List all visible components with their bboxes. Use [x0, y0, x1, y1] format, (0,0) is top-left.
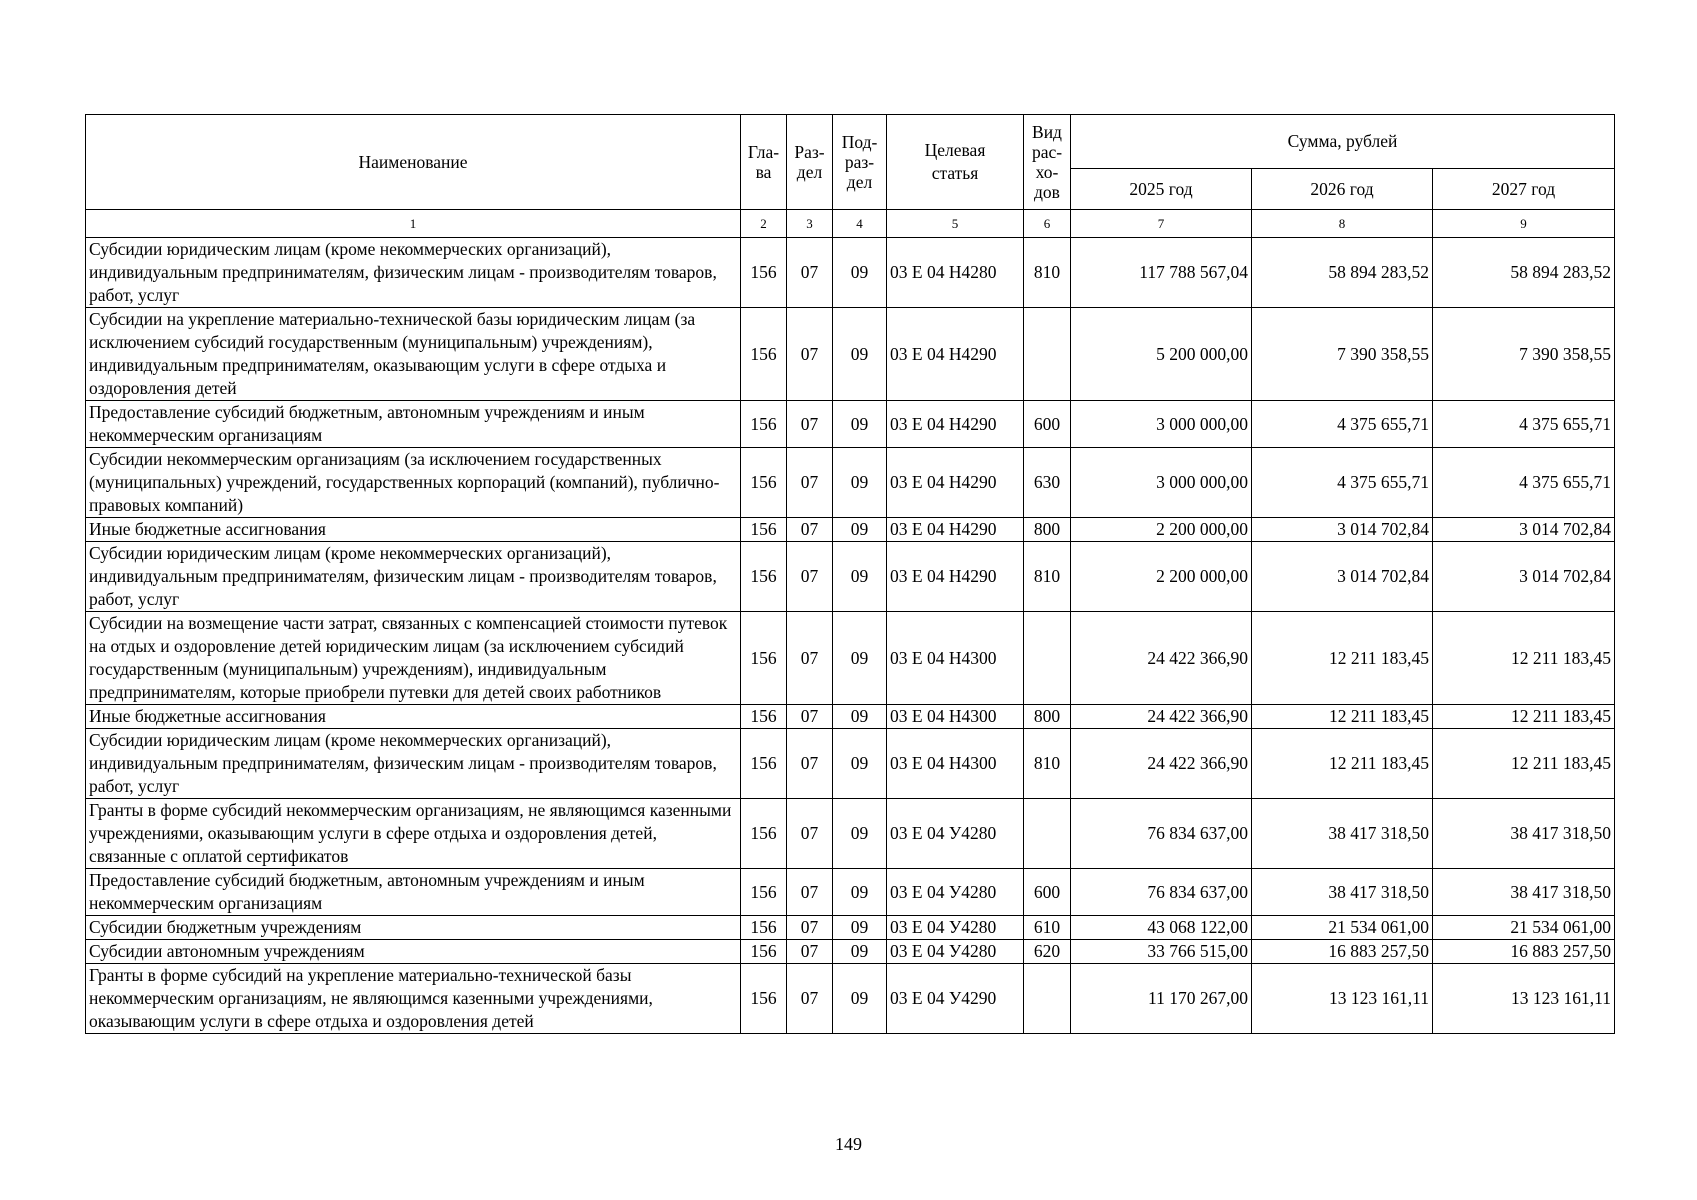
- row-name: Субсидии юридическим лицам (кроме некоммерческих организаций), индивидуальным предпринимателям, физическим лицам - производителям товаров, работ, услуг: [86, 238, 741, 308]
- row-sum-2027: 7 390 358,55: [1433, 308, 1615, 401]
- row-section: 07: [787, 705, 833, 729]
- row-sum-2027: 38 417 318,50: [1433, 799, 1615, 869]
- row-target: 03 Е 04 У4280: [887, 940, 1024, 964]
- row-section: 07: [787, 869, 833, 916]
- table-row: [86, 799, 1615, 869]
- header-expense-type: Вид рас- хо- дов: [1024, 115, 1071, 210]
- row-chapter: 156: [741, 940, 787, 964]
- row-subsection: 09: [833, 448, 887, 518]
- row-sum-2026: 38 417 318,50: [1252, 869, 1433, 916]
- column-number: 9: [1433, 210, 1615, 238]
- row-name: Субсидии юридическим лицам (кроме некоммерческих организаций), индивидуальным предпринимателям, физическим лицам - производителям товаров, работ, услуг: [86, 729, 741, 799]
- table-row: [86, 238, 1615, 308]
- row-sum-2025: 117 788 567,04: [1071, 238, 1252, 308]
- row-expense-type: 810: [1024, 542, 1071, 612]
- row-name: Субсидии на возмещение части затрат, связанных с компенсацией стоимости путевок на отдых и оздоровление детей юридическим лицам (за исключением субсидий государственным (муниципальным) учреждениям), индивидуальным предпринимателям, которые приобрели путевки для детей своих работников: [86, 612, 741, 705]
- column-number: 4: [833, 210, 887, 238]
- row-section: 07: [787, 729, 833, 799]
- column-number: 3: [787, 210, 833, 238]
- row-expense-type: 600: [1024, 869, 1071, 916]
- row-sum-2027: 12 211 183,45: [1433, 729, 1615, 799]
- row-target: 03 Е 04 У4280: [887, 916, 1024, 940]
- row-target: 03 Е 04 Н4300: [887, 729, 1024, 799]
- row-target: 03 Е 04 Н4290: [887, 308, 1024, 401]
- row-target: 03 Е 04 Н4290: [887, 401, 1024, 448]
- row-sum-2025: 33 766 515,00: [1071, 940, 1252, 964]
- row-chapter: 156: [741, 238, 787, 308]
- row-sum-2027: 4 375 655,71: [1433, 448, 1615, 518]
- row-sum-2025: 11 170 267,00: [1071, 964, 1252, 1034]
- row-sum-2025: 5 200 000,00: [1071, 308, 1252, 401]
- row-sum-2026: 4 375 655,71: [1252, 401, 1433, 448]
- row-expense-type: [1024, 308, 1071, 401]
- row-sum-2027: 13 123 161,11: [1433, 964, 1615, 1034]
- row-subsection: 09: [833, 542, 887, 612]
- row-name: Субсидии некоммерческим организациям (за исключением государственных (муниципальных) учреждений, государственных корпораций (компаний), публично-правовых компаний): [86, 448, 741, 518]
- row-name: Субсидии автономным учреждениям: [86, 940, 741, 964]
- row-name: Субсидии юридическим лицам (кроме некоммерческих организаций), индивидуальным предпринимателям, физическим лицам - производителям товаров, работ, услуг: [86, 542, 741, 612]
- table-row: [86, 964, 1615, 1034]
- row-sum-2027: 12 211 183,45: [1433, 705, 1615, 729]
- row-target: 03 Е 04 У4280: [887, 799, 1024, 869]
- row-subsection: 09: [833, 401, 887, 448]
- row-chapter: 156: [741, 705, 787, 729]
- row-expense-type: 810: [1024, 238, 1071, 308]
- row-name: Гранты в форме субсидий некоммерческим организациям, не являющимся казенными учреждениями, оказывающим услуги в сфере отдыха и оздоровления детей, связанные с оплатой сертификатов: [86, 799, 741, 869]
- row-sum-2025: 3 000 000,00: [1071, 401, 1252, 448]
- table-row: [86, 542, 1615, 612]
- header-name: Наименование: [86, 115, 741, 210]
- header-row-1: [86, 115, 1615, 169]
- row-sum-2026: 12 211 183,45: [1252, 705, 1433, 729]
- row-chapter: 156: [741, 869, 787, 916]
- column-number: 7: [1071, 210, 1252, 238]
- table-row: [86, 612, 1615, 705]
- row-subsection: 09: [833, 940, 887, 964]
- row-sum-2027: 21 534 061,00: [1433, 916, 1615, 940]
- row-target: 03 Е 04 Н4290: [887, 448, 1024, 518]
- header-target: Целевая статья: [887, 115, 1024, 210]
- row-chapter: 156: [741, 308, 787, 401]
- row-chapter: 156: [741, 964, 787, 1034]
- row-chapter: 156: [741, 542, 787, 612]
- row-sum-2026: 3 014 702,84: [1252, 518, 1433, 542]
- row-section: 07: [787, 916, 833, 940]
- table-row: [86, 916, 1615, 940]
- row-target: 03 Е 04 Н4280: [887, 238, 1024, 308]
- row-sum-2025: 76 834 637,00: [1071, 869, 1252, 916]
- row-sum-2027: 16 883 257,50: [1433, 940, 1615, 964]
- table-row: [86, 729, 1615, 799]
- row-section: 07: [787, 518, 833, 542]
- row-name: Иные бюджетные ассигнования: [86, 705, 741, 729]
- row-sum-2025: 24 422 366,90: [1071, 729, 1252, 799]
- header-chapter: Гла- ва: [741, 115, 787, 210]
- row-expense-type: 610: [1024, 916, 1071, 940]
- row-section: 07: [787, 799, 833, 869]
- row-chapter: 156: [741, 401, 787, 448]
- row-section: 07: [787, 448, 833, 518]
- row-chapter: 156: [741, 729, 787, 799]
- row-expense-type: [1024, 799, 1071, 869]
- row-target: 03 Е 04 Н4290: [887, 542, 1024, 612]
- row-name: Гранты в форме субсидий на укрепление материально-технической базы некоммерческим организациям, не являющимся казенными учреждениями, оказывающим услуги в сфере отдыха и оздоровления детей: [86, 964, 741, 1034]
- row-sum-2025: 24 422 366,90: [1071, 612, 1252, 705]
- row-subsection: 09: [833, 705, 887, 729]
- table-row: [86, 518, 1615, 542]
- row-name: Субсидии бюджетным учреждениям: [86, 916, 741, 940]
- column-number-row: [86, 210, 1615, 238]
- row-chapter: 156: [741, 518, 787, 542]
- row-expense-type: [1024, 612, 1071, 705]
- header-year-2026: 2026 год: [1252, 169, 1433, 210]
- row-name: Иные бюджетные ассигнования: [86, 518, 741, 542]
- row-section: 07: [787, 964, 833, 1034]
- row-sum-2027: 12 211 183,45: [1433, 612, 1615, 705]
- row-sum-2026: 7 390 358,55: [1252, 308, 1433, 401]
- row-chapter: 156: [741, 799, 787, 869]
- column-number: 8: [1252, 210, 1433, 238]
- row-sum-2026: 3 014 702,84: [1252, 542, 1433, 612]
- row-subsection: 09: [833, 308, 887, 401]
- budget-table: [85, 114, 1615, 1034]
- row-sum-2027: 38 417 318,50: [1433, 869, 1615, 916]
- row-expense-type: 620: [1024, 940, 1071, 964]
- table-row: [86, 448, 1615, 518]
- row-section: 07: [787, 238, 833, 308]
- table-row: [86, 705, 1615, 729]
- row-name: Предоставление субсидий бюджетным, автономным учреждениям и иным некоммерческим организациям: [86, 869, 741, 916]
- row-sum-2025: 3 000 000,00: [1071, 448, 1252, 518]
- row-subsection: 09: [833, 869, 887, 916]
- row-subsection: 09: [833, 799, 887, 869]
- row-sum-2025: 24 422 366,90: [1071, 705, 1252, 729]
- row-chapter: 156: [741, 612, 787, 705]
- row-subsection: 09: [833, 518, 887, 542]
- row-target: 03 Е 04 У4280: [887, 869, 1024, 916]
- row-name: Предоставление субсидий бюджетным, автономным учреждениям и иным некоммерческим организациям: [86, 401, 741, 448]
- row-expense-type: 630: [1024, 448, 1071, 518]
- table-header: [86, 115, 1615, 238]
- row-sum-2026: 4 375 655,71: [1252, 448, 1433, 518]
- row-subsection: 09: [833, 729, 887, 799]
- row-expense-type: 800: [1024, 518, 1071, 542]
- row-sum-2026: 12 211 183,45: [1252, 612, 1433, 705]
- table-row: [86, 308, 1615, 401]
- table-row: [86, 401, 1615, 448]
- column-number: 6: [1024, 210, 1071, 238]
- row-subsection: 09: [833, 612, 887, 705]
- row-subsection: 09: [833, 964, 887, 1034]
- row-sum-2025: 2 200 000,00: [1071, 518, 1252, 542]
- row-target: 03 Е 04 Н4290: [887, 518, 1024, 542]
- row-sum-2025: 43 068 122,00: [1071, 916, 1252, 940]
- row-sum-2025: 76 834 637,00: [1071, 799, 1252, 869]
- header-sum: Сумма, рублей: [1071, 115, 1615, 169]
- row-sum-2026: 58 894 283,52: [1252, 238, 1433, 308]
- row-chapter: 156: [741, 448, 787, 518]
- row-target: 03 Е 04 У4290: [887, 964, 1024, 1034]
- column-number: 5: [887, 210, 1024, 238]
- row-name: Субсидии на укрепление материально-технической базы юридическим лицам (за исключением субсидий государственным (муниципальным) учреждениям), индивидуальным предпринимателям, оказывающим услуги в сфере отдыха и оздоровления детей: [86, 308, 741, 401]
- row-section: 07: [787, 940, 833, 964]
- row-section: 07: [787, 308, 833, 401]
- row-expense-type: 600: [1024, 401, 1071, 448]
- row-sum-2027: 58 894 283,52: [1433, 238, 1615, 308]
- row-subsection: 09: [833, 916, 887, 940]
- header-year-2027: 2027 год: [1433, 169, 1615, 210]
- row-sum-2027: 4 375 655,71: [1433, 401, 1615, 448]
- row-sum-2026: 38 417 318,50: [1252, 799, 1433, 869]
- row-sum-2026: 16 883 257,50: [1252, 940, 1433, 964]
- row-sum-2025: 2 200 000,00: [1071, 542, 1252, 612]
- row-section: 07: [787, 612, 833, 705]
- page-number: 149: [835, 1134, 862, 1154]
- row-expense-type: 810: [1024, 729, 1071, 799]
- row-expense-type: [1024, 964, 1071, 1034]
- row-target: 03 Е 04 Н4300: [887, 612, 1024, 705]
- table-row: [86, 940, 1615, 964]
- header-section: Раз- дел: [787, 115, 833, 210]
- row-subsection: 09: [833, 238, 887, 308]
- row-sum-2026: 21 534 061,00: [1252, 916, 1433, 940]
- column-number: 1: [86, 210, 741, 238]
- row-sum-2026: 13 123 161,11: [1252, 964, 1433, 1034]
- row-target: 03 Е 04 Н4300: [887, 705, 1024, 729]
- row-section: 07: [787, 542, 833, 612]
- row-sum-2027: 3 014 702,84: [1433, 542, 1615, 612]
- row-section: 07: [787, 401, 833, 448]
- row-expense-type: 800: [1024, 705, 1071, 729]
- header-subsection: Под- раз- дел: [833, 115, 887, 210]
- column-number: 2: [741, 210, 787, 238]
- row-sum-2027: 3 014 702,84: [1433, 518, 1615, 542]
- header-year-2025: 2025 год: [1071, 169, 1252, 210]
- table-row: [86, 869, 1615, 916]
- table-body: [86, 238, 1615, 1034]
- row-sum-2026: 12 211 183,45: [1252, 729, 1433, 799]
- row-chapter: 156: [741, 916, 787, 940]
